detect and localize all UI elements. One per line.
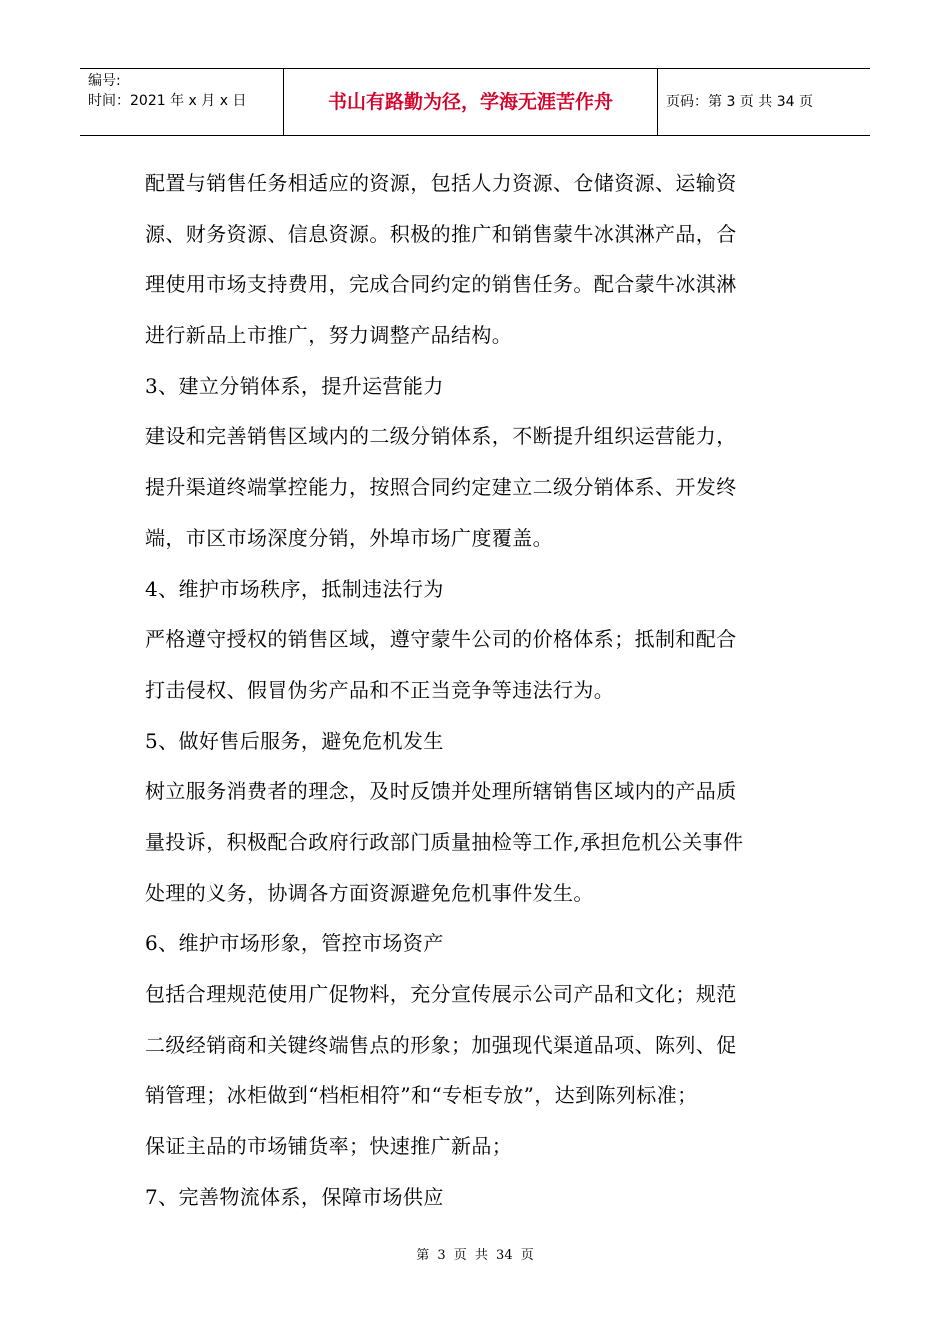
page-header [80,68,870,136]
body-line: 保证主品的市场铺货率；快速推广新品； [145,1134,513,1159]
header-page-info: 页码：第 3 页 共 34 页 [666,94,813,110]
date-label: 时间：2021 年 x 月 x 日 [88,93,247,109]
body-line: 源、财务资源、信息资源。积极的推广和销售蒙牛冰淇淋产品，合 [145,221,737,246]
body-line: 理使用市场支持费用，完成合同约定的销售任务。配合蒙牛冰淇淋 [145,272,737,297]
body-line: 处理的义务，协调各方面资源避免危机事件发生。 [145,880,594,905]
body-line: 销管理；冰柜做到“档柜相符”和“专柜专放”，达到陈列标准； [145,1083,698,1108]
body-line: 二级经销商和关键终端售点的形象；加强现代渠道品项、陈列、促 [145,1032,737,1057]
section-heading: 7、完善物流体系，保障市场供应 [145,1184,444,1209]
header-meta [80,69,284,135]
body-line: 包括合理规范使用广促物料，充分宣传展示公司产品和文化；规范 [145,982,737,1006]
body-line: 量投诉，积极配合政府行政部门质量抽检等工作,承担危机公关事件 [145,829,744,854]
body-line: 树立服务消费者的理念，及时反馈并处理所辖销售区域内的产品质 [145,779,737,804]
serial-number-label: 编号: [88,73,121,89]
body-line: 提升渠道终端掌控能力，按照合同约定建立二级分销体系、开发终 [145,475,737,500]
section-heading: 6、维护市场形象，管控市场资产 [145,931,444,956]
section-heading: 4、维护市场秩序，抵制违法行为 [145,576,444,601]
body-line: 建设和完善销售区域内的二级分销体系，不断提升组织运营能力， [145,424,737,449]
body-line: 配置与销售任务相适应的资源，包括人力资源、仓储资源、运输资 [145,171,737,195]
section-heading: 5、做好售后服务，避免危机发生 [145,728,444,753]
body-line: 打击侵权、假冒伪劣产品和不正当竞争等违法行为。 [145,677,615,702]
document-body [145,158,809,1222]
body-line: 端，市区市场深度分销，外埠市场广度覆盖。 [145,525,553,550]
page-footer: 第 3 页 共 34 页 [416,1248,534,1263]
section-heading: 3、建立分销体系，提升运营能力 [145,373,444,398]
body-line: 进行新品上市推广，努力调整产品结构。 [145,323,513,348]
body-line: 严格遵守授权的销售区域，遵守蒙牛公司的价格体系；抵制和配合 [145,627,737,652]
header-motto: 书山有路勤为径，学海无涯苦作舟 [284,69,658,135]
